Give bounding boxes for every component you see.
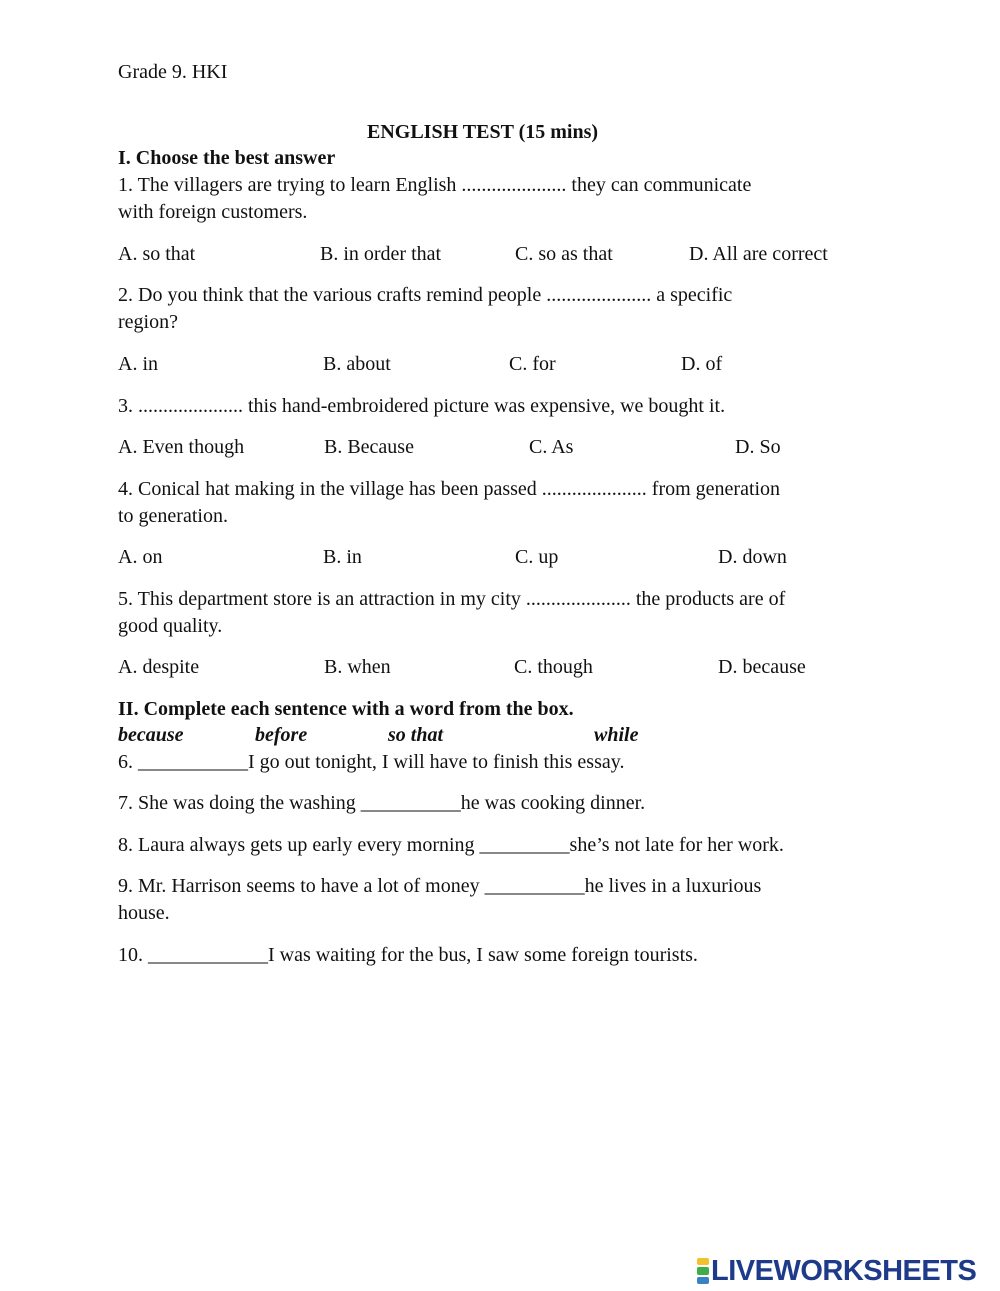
question-4-line-2: to generation. (118, 505, 228, 527)
question-4-option-b[interactable]: B. in (323, 546, 362, 568)
sentence-9-line-2: house. (118, 902, 170, 924)
question-5-line-2: good quality. (118, 615, 223, 637)
question-1-option-a[interactable]: A. so that (118, 243, 196, 265)
question-5-option-c[interactable]: C. though (514, 656, 593, 678)
question-1-option-d[interactable]: D. All are correct (689, 243, 828, 265)
question-4-option-c[interactable]: C. up (515, 546, 559, 568)
question-1-line-1: 1. The villagers are trying to learn English ..................... they can communicate (118, 174, 752, 196)
test-title: ENGLISH TEST (15 mins) (367, 121, 599, 143)
question-1-line-2: with foreign customers. (118, 201, 308, 223)
section-1-heading: I. Choose the best answer (118, 147, 336, 169)
question-4-option-a[interactable]: A. on (118, 546, 163, 568)
word-box-item: before (255, 724, 308, 746)
question-3-line-1: 3. ..................... this hand-embroidered picture was expensive, we bought it. (118, 395, 726, 417)
question-2-option-d[interactable]: D. of (681, 353, 723, 375)
question-3-option-a[interactable]: A. Even though (118, 436, 245, 458)
question-2-option-c[interactable]: C. for (509, 353, 556, 375)
word-box-item: because (118, 724, 184, 746)
question-2-option-a[interactable]: A. in (118, 353, 158, 375)
question-3-option-b[interactable]: B. Because (324, 436, 414, 458)
question-1-option-c[interactable]: C. so as that (515, 243, 613, 265)
sentence-6: 6. ___________I go out tonight, I will have to finish this essay. (118, 751, 625, 773)
logo-mark-segment (697, 1267, 709, 1274)
question-5-option-a[interactable]: A. despite (118, 656, 200, 678)
logo-mark-segment (697, 1277, 709, 1284)
question-4-option-d[interactable]: D. down (718, 546, 787, 568)
question-5-option-d[interactable]: D. because (718, 656, 806, 678)
liveworksheets-logo-text: LIVEWORKSHEETS (711, 1254, 977, 1287)
section-2-heading: II. Complete each sentence with a word from the box. (118, 698, 574, 720)
liveworksheets-logo (697, 1254, 976, 1288)
logo-mark-segment (697, 1258, 709, 1265)
word-box-item: while (594, 724, 639, 746)
question-3-option-d[interactable]: D. So (735, 436, 781, 458)
question-1-option-b[interactable]: B. in order that (320, 243, 442, 265)
question-3-option-c[interactable]: C. As (529, 436, 574, 458)
question-5-line-1: 5. This department store is an attraction in my city ..................... the products are of (118, 588, 786, 610)
question-4-line-1: 4. Conical hat making in the village has been passed ..................... from generation (118, 478, 781, 500)
word-box-item: so that (388, 724, 444, 746)
question-2-line-1: 2. Do you think that the various crafts remind people ..................... a specific (118, 284, 733, 306)
grade-label: Grade 9. HKI (118, 61, 228, 83)
sentence-7: 7. She was doing the washing __________he was cooking dinner. (118, 792, 646, 814)
sentence-10: 10. ____________I was waiting for the bus, I saw some foreign tourists. (118, 944, 698, 966)
question-2-line-2: region? (118, 311, 178, 333)
sentence-8: 8. Laura always gets up early every morning _________she’s not late for her work. (118, 834, 784, 856)
question-2-option-b[interactable]: B. about (323, 353, 391, 375)
liveworksheets-logo-icon (697, 1257, 709, 1285)
sentence-9-line-1: 9. Mr. Harrison seems to have a lot of money __________he lives in a luxurious (118, 875, 762, 897)
question-5-option-b[interactable]: B. when (324, 656, 391, 678)
